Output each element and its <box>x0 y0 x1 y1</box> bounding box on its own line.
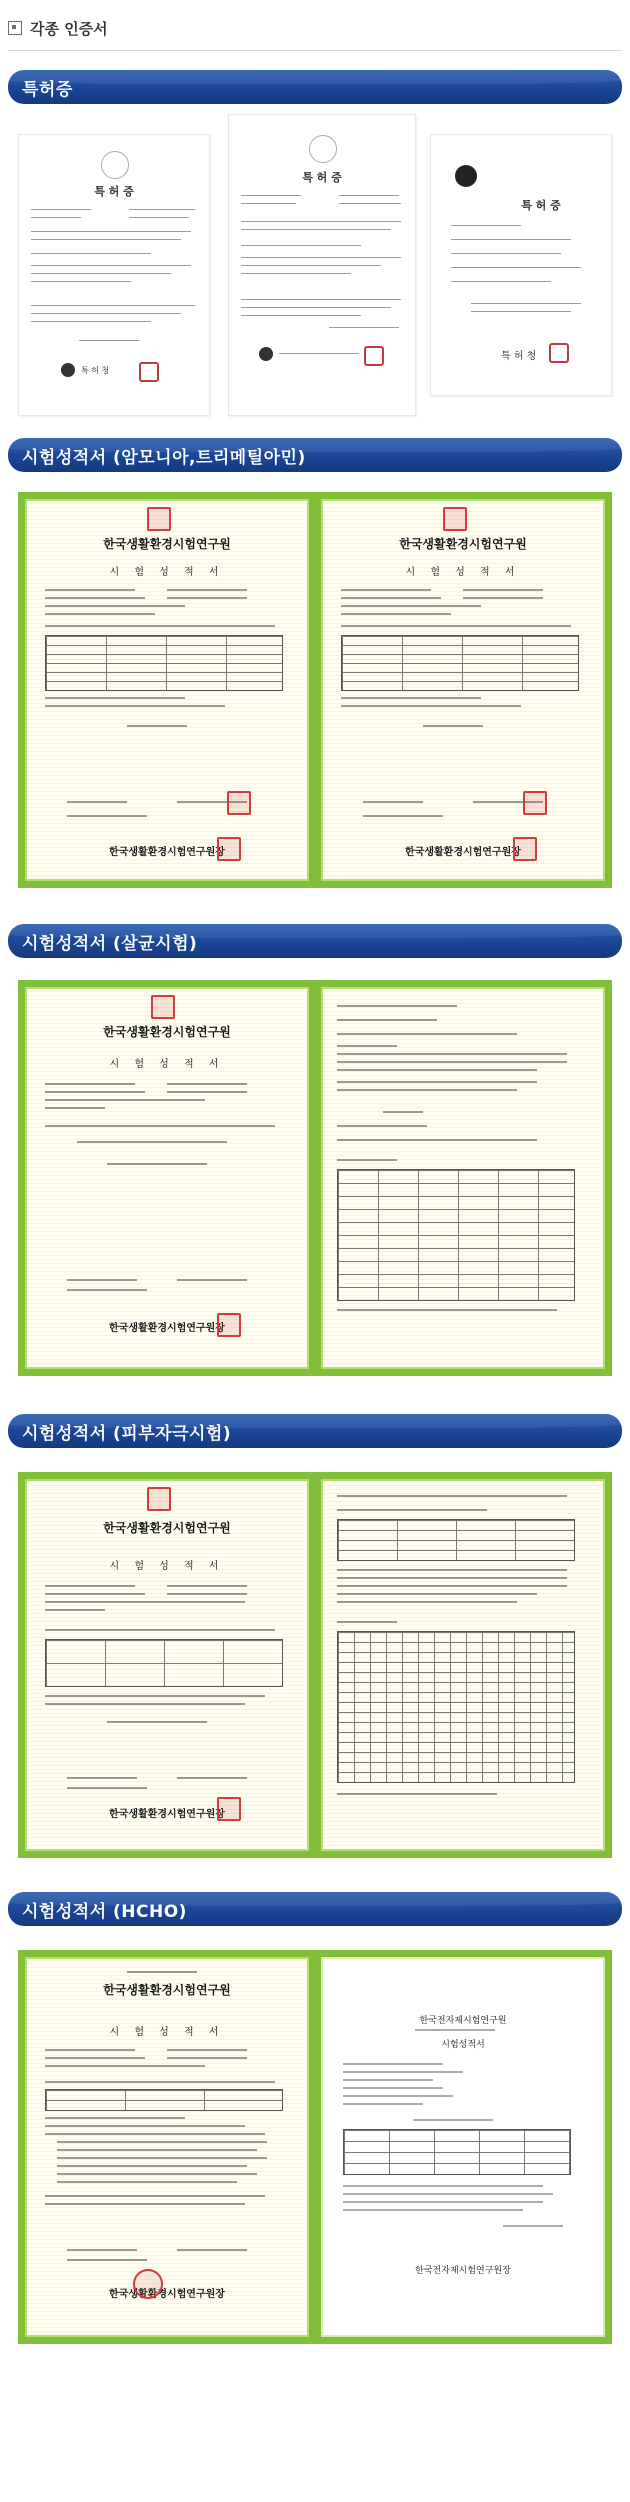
institute-footer: 한국전자제시험연구원장 <box>415 2266 511 2276</box>
emblem-icon <box>101 151 129 179</box>
section-title: 시험성적서 (HCHO) <box>22 1901 187 1922</box>
report-title: 시 험 성 적 서 <box>109 567 225 578</box>
report-title: 시 험 성 적 서 <box>109 1561 225 1572</box>
patent-title: 특 허 증 <box>94 185 134 198</box>
certificate-skin-2 <box>314 1472 612 1858</box>
seal-icon <box>549 343 569 363</box>
patent-title: 특 허 증 <box>521 199 561 212</box>
patent-certificate-3 <box>430 134 612 396</box>
section-bar-patent <box>8 70 622 104</box>
certificate-ammonia-2 <box>314 492 612 888</box>
institute-footer: 한국생활환경시험연구원장 <box>405 847 521 858</box>
section-title: 특허증 <box>22 79 73 100</box>
page-header <box>8 6 622 51</box>
patent-footer: 특 허 청 <box>81 366 110 375</box>
emblem-icon <box>309 135 337 163</box>
report-title: 시 험 성 적 서 <box>109 2027 225 2038</box>
certificate-sterilization-2 <box>314 980 612 1376</box>
report-title: 시 험 성 적 서 <box>405 567 521 578</box>
institute-name: 한국생활환경시험연구원 <box>399 537 527 551</box>
patent-certificate-2 <box>228 114 416 416</box>
certificate-hcho-2 <box>314 1950 612 2344</box>
institute-footer: 한국생활환경시험연구원장 <box>109 1809 225 1820</box>
certificate-hcho-1 <box>18 1950 316 2344</box>
kipo-logo-icon <box>61 363 75 377</box>
report-title: 시 험 성 적 서 <box>109 1059 225 1070</box>
institute-name: 한국생활환경시험연구원 <box>103 1983 231 1997</box>
section-title: 시험성적서 (살균시험) <box>22 933 198 954</box>
kipo-logo-icon <box>455 165 477 187</box>
seal-icon <box>364 346 384 366</box>
patent-footer: 특 허 청 <box>501 351 537 362</box>
section-bar-skin <box>8 1414 622 1448</box>
institute-footer: 한국생활환경시험연구원장 <box>109 2289 225 2300</box>
institute-footer: 한국생활환경시험연구원장 <box>109 1323 225 1334</box>
section-bar-ammonia <box>8 438 622 472</box>
report-title: 시험성적서 <box>441 2040 485 2050</box>
institute-name: 한국생활환경시험연구원 <box>103 1025 231 1039</box>
section-bar-hcho <box>8 1892 622 1926</box>
section-title: 시험성적서 (피부자극시험) <box>22 1423 232 1444</box>
patent-certificate-1 <box>18 134 210 416</box>
institute-name: 한국생활환경시험연구원 <box>103 1521 231 1535</box>
page-title: 각종 인증서 <box>30 19 108 38</box>
certificate-sterilization-1 <box>18 980 316 1376</box>
seal-icon <box>139 362 159 382</box>
institute-name: 한국전자제시험연구원 <box>419 2016 507 2026</box>
certificate-skin-1 <box>18 1472 316 1858</box>
institute-name: 한국생활환경시험연구원 <box>103 537 231 551</box>
kipo-logo-icon <box>259 347 273 361</box>
patent-title: 특 허 증 <box>302 171 342 184</box>
section-title: 시험성적서 (암모니아,트리메틸아민) <box>22 447 306 468</box>
bullet-icon <box>8 21 22 35</box>
certificate-ammonia-1 <box>18 492 316 888</box>
institute-footer: 한국생활환경시험연구원장 <box>109 847 225 858</box>
section-bar-sterilization <box>8 924 622 958</box>
